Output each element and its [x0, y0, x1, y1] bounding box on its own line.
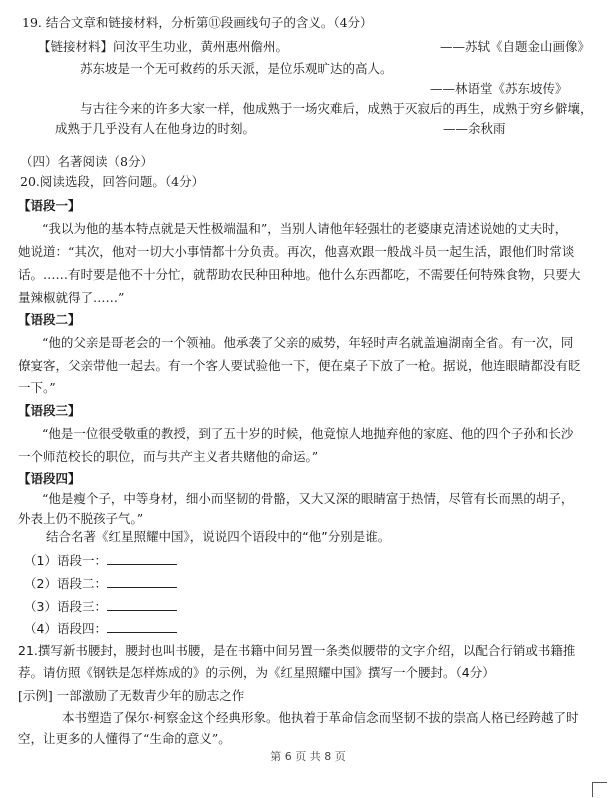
answer-row-1 [24, 551, 177, 570]
answer-blank-3[interactable] [107, 597, 177, 611]
seg1-line4: 量辣椒就得了……” [18, 290, 125, 305]
q19-stem: 19. 结合文章和链接材料，分析第⑪段画线句子的含义。（4分） [22, 15, 373, 30]
answer-row-2 [24, 574, 177, 593]
seg4-line2: 外表上仍不脱孩子气。” [18, 511, 144, 526]
answer-blank-4[interactable] [107, 619, 177, 633]
answer-blank-2[interactable] [107, 574, 177, 588]
seg3-line1: “他是一位很受敬重的教授，到了五十岁的时候，他竟惊人地抛弃他的家庭、他的四个子孙和长沙 [42, 426, 574, 441]
q21-example-label: [示例] 一部激励了无数青少年的励志之作 [18, 688, 245, 703]
answer-label-3: （3）语段三： [24, 599, 107, 614]
q19-link-line1: 【链接材料】问汝平生功业，黄州惠州儋州。 [38, 39, 289, 54]
seg3-label: 【语段三】 [18, 403, 81, 418]
seg3-line2: 一个师范校长的职位，而与共产主义者共赌他的命运。” [18, 449, 319, 464]
answer-row-4 [24, 619, 177, 638]
corner-mark [592, 782, 607, 797]
q19-link-line2: 苏东坡是一个无可救药的乐天派，是位乐观旷达的高人。 [80, 61, 393, 76]
q19-link-line3a: 与古往今来的许多大家一样，他成熟于一场灾难后，成熟于灭寂后的再生，成熟于穷乡僻壤， [80, 101, 593, 116]
seg1-line3: 话。……有时要是他不十分忙，就帮助农民种田种地。他什么东西都吃，不需要任何特殊食物，只要大 [18, 267, 581, 282]
q20-prompt: 结合名著《红星照耀中国》，说说四个语段中的“他”分别是谁。 [46, 529, 391, 544]
q21-line2: 荐。请仿照《钢铁是怎样炼成的》的示例，为《红星照耀中国》撰写一个腰封。（4分） [18, 665, 495, 680]
answer-label-1: （1）语段一： [24, 553, 107, 568]
seg4-label: 【语段四】 [18, 471, 81, 486]
q19-link-source3: ——余秋雨 [443, 121, 506, 136]
seg1-line2: 她说道：“其次，他对一切大小事情都十分负责。再次，他喜欢跟一般战斗员一起生活，跟他们时常谈 [18, 244, 575, 259]
seg2-line2: 僚宴客，父亲带他一起去。有一个客人要试验他一下，便在桌子下放了一枪。据说，他连眼睛都没有眨 [18, 358, 581, 373]
q21-example-line2: 空，让更多的人懂得了“生命的意义”。 [18, 731, 231, 746]
seg1-line1: “我以为他的基本特点就是天性极端温和”，当别人请他年轻强壮的老婆康克清述说她的丈夫时， [42, 221, 568, 236]
page-footer: 第 6 页 共 8 页 [270, 750, 346, 763]
seg2-line3: 一下。” [18, 380, 56, 395]
seg2-line1: “他的父亲是哥老会的一个领袖。他承袭了父亲的威势，年轻时声名就盖遍湖南全省。有一次，同 [42, 335, 574, 350]
q19-link-source2: ——林语堂《苏东坡传》 [430, 81, 568, 96]
answer-blank-1[interactable] [107, 551, 177, 565]
q20-stem: 20.阅读选段，回答问题。（4分） [20, 174, 205, 189]
seg1-label: 【语段一】 [18, 198, 81, 213]
section-title: （四）名著阅读（8分） [20, 154, 153, 169]
q21-example-line1: 本书塑造了保尔·柯察金这个经典形象。他执着于革命信念而坚韧不拔的崇高人格已经跨越了时 [62, 710, 579, 725]
q21-line1: 21.撰写新书腰封，腰封也叫书腰，是在书籍中间另置一条类似腰带的文字介绍，以配合行销或书籍推 [18, 643, 576, 658]
q19-link-source1: ——苏轼《自题金山画像》 [440, 39, 591, 54]
q19-link-line3b: 成熟于几乎没有人在他身边的时刻。 [55, 121, 256, 136]
answer-label-4: （4）语段四： [24, 621, 107, 636]
seg2-label: 【语段二】 [18, 312, 81, 327]
answer-row-3 [24, 597, 177, 616]
seg4-line1: “他是瘦个子，中等身材，细小而坚韧的骨骼，又大又深的眼睛富于热情，尽管有长而黑的胡子， [42, 491, 574, 506]
answer-label-2: （2）语段二： [24, 576, 107, 591]
